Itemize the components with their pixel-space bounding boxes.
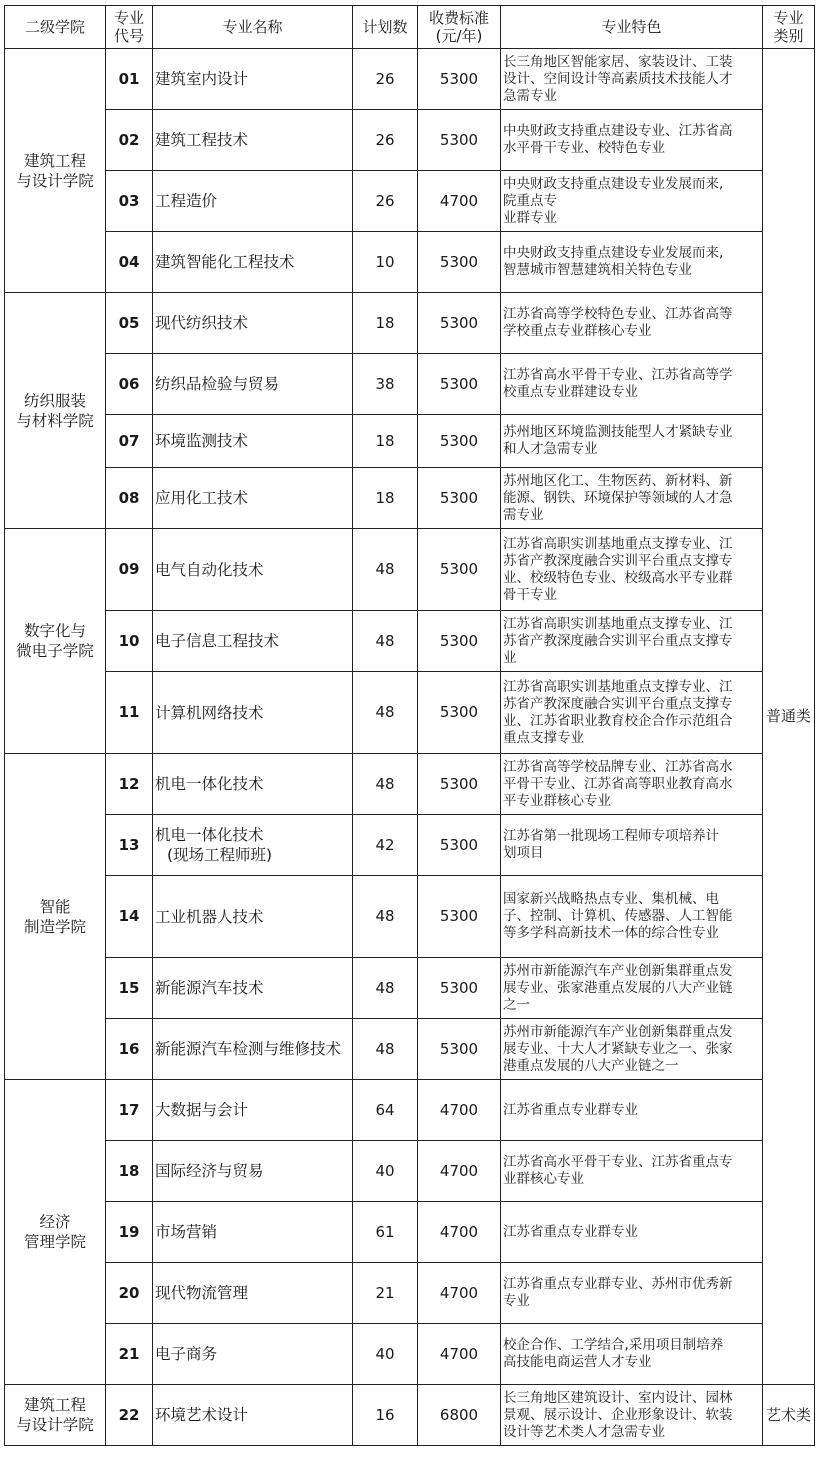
major-feature: 江苏省高水平骨干专业、江苏省高等学 校重点专业群建设专业 (501, 354, 763, 415)
header-name: 专业名称 (153, 6, 353, 49)
major-code: 11 (106, 672, 153, 754)
table-row (5, 49, 815, 110)
plan-count: 48 (353, 876, 418, 958)
fee-standard: 5300 (418, 49, 501, 110)
major-name: 电子信息工程技术 (153, 611, 353, 672)
plan-count: 18 (353, 468, 418, 529)
major-name: 机电一体化技术 (现场工程师班) (153, 815, 353, 876)
table-row (5, 1324, 815, 1385)
major-name: 国际经济与贸易 (153, 1141, 353, 1202)
table-row (5, 611, 815, 672)
major-code: 08 (106, 468, 153, 529)
fee-standard: 4700 (418, 1080, 501, 1141)
plan-count: 48 (353, 1019, 418, 1080)
major-feature: 江苏省高职实训基地重点支撑专业、江 苏省产教深度融合实训平台重点支撑专 业 (501, 611, 763, 672)
major-feature: 江苏省高职实训基地重点支撑专业、江 苏省产教深度融合实训平台重点支撑专 业、江苏省职业教育校企合作示范组合 重点支撑专业 (501, 672, 763, 754)
table-row (5, 110, 815, 171)
major-feature: 苏州市新能源汽车产业创新集群重点发 展专业、张家港重点发展的八大产业链 之一 (501, 958, 763, 1019)
major-code: 05 (106, 293, 153, 354)
fee-standard: 5300 (418, 110, 501, 171)
plan-count: 40 (353, 1324, 418, 1385)
header-row (5, 6, 815, 49)
plan-count: 26 (353, 110, 418, 171)
fee-standard: 5300 (418, 415, 501, 468)
major-code: 12 (106, 754, 153, 815)
table-row (5, 232, 815, 293)
college-cell: 建筑工程 与设计学院 (5, 49, 106, 293)
fee-standard: 4700 (418, 1324, 501, 1385)
major-code: 07 (106, 415, 153, 468)
table-row (5, 1141, 815, 1202)
major-feature: 苏州市新能源汽车产业创新集群重点发 展专业、十大人才紧缺专业之一、张家 港重点发展的八大产业链之一 (501, 1019, 763, 1080)
major-code: 17 (106, 1080, 153, 1141)
fee-standard: 5300 (418, 468, 501, 529)
major-name: 环境艺术设计 (153, 1385, 353, 1446)
table-row (5, 1385, 815, 1446)
category-cell: 艺术类 (763, 1385, 815, 1446)
fee-standard: 5300 (418, 293, 501, 354)
plan-count: 26 (353, 171, 418, 232)
major-feature: 国家新兴战略热点专业、集机械、电 子、控制、计算机、传感器、人工智能 等多学科高新技术一体的综合性专业 (501, 876, 763, 958)
fee-standard: 4700 (418, 1263, 501, 1324)
major-code: 04 (106, 232, 153, 293)
major-feature: 苏州地区化工、生物医药、新材料、新 能源、钢铁、环境保护等领域的人才急 需专业 (501, 468, 763, 529)
plan-count: 48 (353, 529, 418, 611)
major-code: 22 (106, 1385, 153, 1446)
major-name: 工程造价 (153, 171, 353, 232)
plan-count: 48 (353, 672, 418, 754)
plan-count: 61 (353, 1202, 418, 1263)
header-category: 专业 类别 (763, 6, 815, 49)
major-name: 市场营销 (153, 1202, 353, 1263)
fee-standard: 5300 (418, 754, 501, 815)
major-name: 环境监测技术 (153, 415, 353, 468)
major-code: 06 (106, 354, 153, 415)
fee-standard: 5300 (418, 529, 501, 611)
fee-standard: 5300 (418, 354, 501, 415)
major-name: 建筑智能化工程技术 (153, 232, 353, 293)
table-row (5, 876, 815, 958)
major-name: 新能源汽车检测与维修技术 (153, 1019, 353, 1080)
major-name: 建筑室内设计 (153, 49, 353, 110)
major-code: 21 (106, 1324, 153, 1385)
fee-standard: 4700 (418, 171, 501, 232)
fee-standard: 6800 (418, 1385, 501, 1446)
major-name: 应用化工技术 (153, 468, 353, 529)
major-code: 18 (106, 1141, 153, 1202)
header-plan: 计划数 (353, 6, 418, 49)
major-feature: 江苏省重点专业群专业、苏州市优秀新 专业 (501, 1263, 763, 1324)
major-name: 电气自动化技术 (153, 529, 353, 611)
major-feature: 江苏省第一批现场工程师专项培养计 划项目 (501, 815, 763, 876)
major-name: 新能源汽车技术 (153, 958, 353, 1019)
plan-count: 10 (353, 232, 418, 293)
plan-count: 64 (353, 1080, 418, 1141)
major-feature: 江苏省高水平骨干专业、江苏省重点专 业群核心专业 (501, 1141, 763, 1202)
table-row (5, 415, 815, 468)
major-code: 15 (106, 958, 153, 1019)
plan-count: 21 (353, 1263, 418, 1324)
major-feature: 长三角地区建筑设计、室内设计、园林 景观、展示设计、企业形象设计、软装 设计等艺术类人才急需专业 (501, 1385, 763, 1446)
major-feature: 苏州地区环境监测技能型人才紧缺专业 和人才急需专业 (501, 415, 763, 468)
major-name: 建筑工程技术 (153, 110, 353, 171)
major-feature: 中央财政支持重点建设专业、江苏省高 水平骨干专业、校特色专业 (501, 110, 763, 171)
major-code: 14 (106, 876, 153, 958)
fee-standard: 5300 (418, 232, 501, 293)
major-code: 03 (106, 171, 153, 232)
table-row (5, 1080, 815, 1141)
major-feature: 长三角地区智能家居、家装设计、工装 设计、空间设计等高素质技术技能人才 急需专业 (501, 49, 763, 110)
table-row (5, 815, 815, 876)
college-cell: 数字化与 微电子学院 (5, 529, 106, 754)
major-code: 10 (106, 611, 153, 672)
header-feature: 专业特色 (501, 6, 763, 49)
plan-count: 38 (353, 354, 418, 415)
plan-count: 48 (353, 754, 418, 815)
fee-standard: 5300 (418, 672, 501, 754)
major-code: 16 (106, 1019, 153, 1080)
major-code: 01 (106, 49, 153, 110)
major-feature: 校企合作、工学结合,采用项目制培养 高技能电商运营人才专业 (501, 1324, 763, 1385)
header-code: 专业 代号 (106, 6, 153, 49)
plan-count: 48 (353, 611, 418, 672)
table-row (5, 468, 815, 529)
table-row (5, 754, 815, 815)
major-code: 13 (106, 815, 153, 876)
major-code: 09 (106, 529, 153, 611)
major-name: 现代纺织技术 (153, 293, 353, 354)
major-code: 02 (106, 110, 153, 171)
category-cell: 普通类 (763, 49, 815, 1385)
major-feature: 江苏省高等学校品牌专业、江苏省高水 平骨干专业、江苏省高等职业教育高水 平专业群核心专业 (501, 754, 763, 815)
major-name: 纺织品检验与贸易 (153, 354, 353, 415)
major-name: 机电一体化技术 (153, 754, 353, 815)
table-row (5, 1019, 815, 1080)
major-feature: 江苏省重点专业群专业 (501, 1080, 763, 1141)
fee-standard: 5300 (418, 876, 501, 958)
fee-standard: 5300 (418, 815, 501, 876)
table-row (5, 529, 815, 611)
admission-plan-table (4, 5, 815, 1446)
table-row (5, 958, 815, 1019)
college-cell: 智能 制造学院 (5, 754, 106, 1080)
major-name: 工业机器人技术 (153, 876, 353, 958)
header-fee: 收费标准 (元/年) (418, 6, 501, 49)
college-cell: 建筑工程 与设计学院 (5, 1385, 106, 1446)
major-code: 19 (106, 1202, 153, 1263)
fee-standard: 5300 (418, 958, 501, 1019)
fee-standard: 4700 (418, 1141, 501, 1202)
college-cell: 纺织服装 与材料学院 (5, 293, 106, 529)
table-row (5, 1263, 815, 1324)
major-feature: 中央财政支持重点建设专业发展而来, 院重点专 业群专业 (501, 171, 763, 232)
table-row (5, 354, 815, 415)
table-row (5, 672, 815, 754)
major-name: 大数据与会计 (153, 1080, 353, 1141)
fee-standard: 5300 (418, 611, 501, 672)
major-name: 现代物流管理 (153, 1263, 353, 1324)
plan-count: 18 (353, 293, 418, 354)
plan-count: 40 (353, 1141, 418, 1202)
plan-count: 18 (353, 415, 418, 468)
major-code: 20 (106, 1263, 153, 1324)
plan-count: 26 (353, 49, 418, 110)
plan-count: 48 (353, 958, 418, 1019)
major-feature: 江苏省高等学校特色专业、江苏省高等 学校重点专业群核心专业 (501, 293, 763, 354)
plan-count: 16 (353, 1385, 418, 1446)
table-row (5, 293, 815, 354)
major-feature: 江苏省高职实训基地重点支撑专业、江 苏省产教深度融合实训平台重点支撑专 业、校级特色专业、校级高水平专业群 骨干专业 (501, 529, 763, 611)
fee-standard: 4700 (418, 1202, 501, 1263)
header-college: 二级学院 (5, 6, 106, 49)
plan-count: 42 (353, 815, 418, 876)
fee-standard: 5300 (418, 1019, 501, 1080)
major-name: 计算机网络技术 (153, 672, 353, 754)
major-feature: 中央财政支持重点建设专业发展而来, 智慧城市智慧建筑相关特色专业 (501, 232, 763, 293)
major-feature: 江苏省重点专业群专业 (501, 1202, 763, 1263)
college-cell: 经济 管理学院 (5, 1080, 106, 1385)
table-row (5, 171, 815, 232)
major-name: 电子商务 (153, 1324, 353, 1385)
table-row (5, 1202, 815, 1263)
